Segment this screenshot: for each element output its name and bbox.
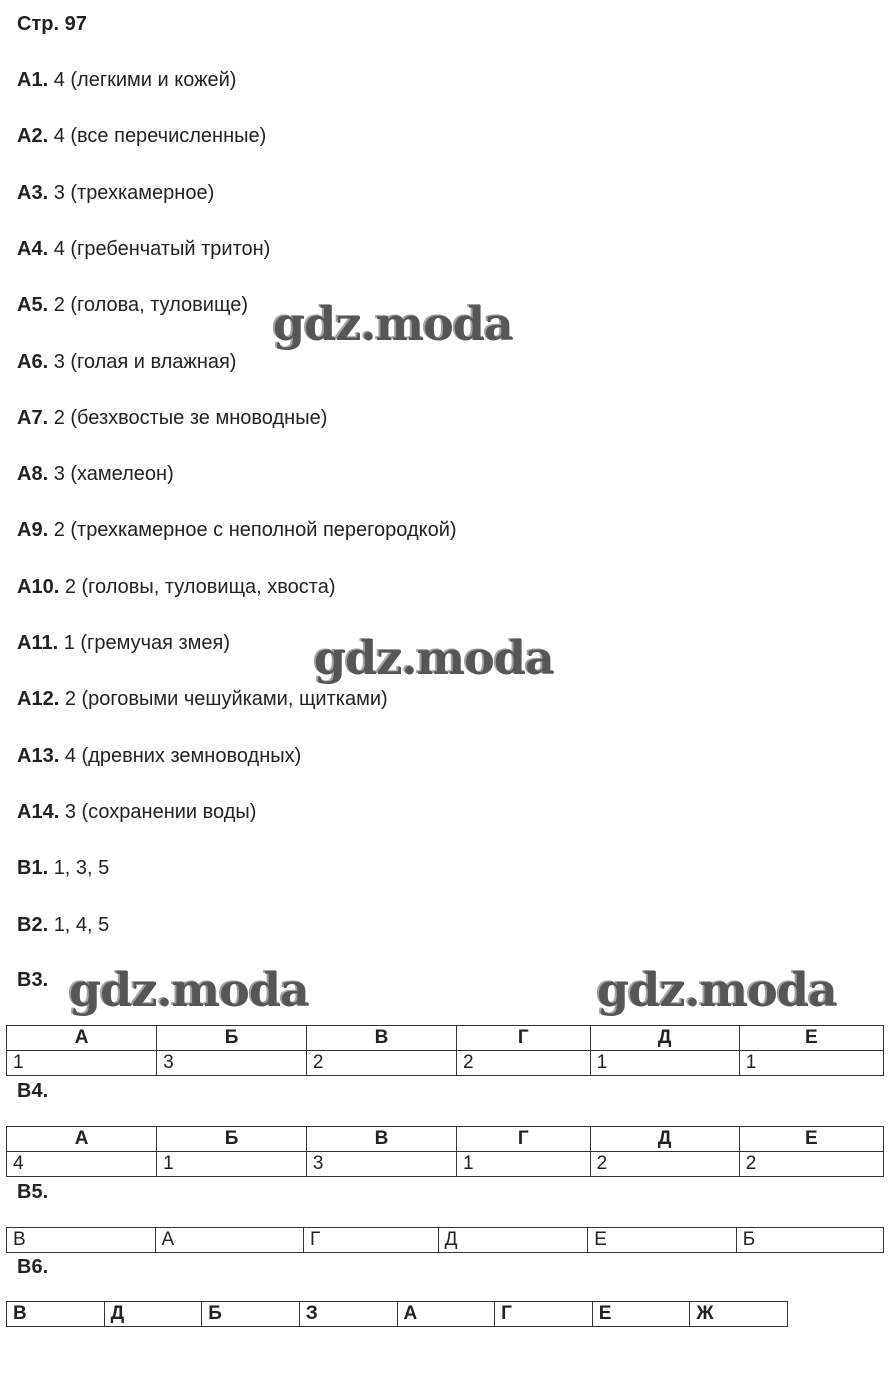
b3-table — [6, 1025, 884, 1076]
answer-text: 3 (сохранении воды) — [64, 800, 257, 823]
watermark-logo: gdz.moda — [272, 296, 512, 350]
table-cell: Ж — [690, 1302, 788, 1327]
answer-text: 4 (все перечисленные) — [53, 125, 267, 148]
table-cell: Е — [739, 1127, 883, 1152]
b6-label: В6. — [17, 1256, 49, 1278]
table-cell: Г — [495, 1302, 593, 1327]
table-cell: 1 — [590, 1051, 739, 1076]
page-title: Стр. 97 — [17, 13, 87, 35]
answer-line — [17, 124, 266, 148]
answer-line — [17, 687, 388, 711]
table-row — [7, 1152, 884, 1177]
question-number: А5. — [17, 294, 49, 317]
answer-line — [17, 293, 248, 317]
b3-label: В3. — [17, 969, 49, 991]
answer-text: 1 (гремучая змея) — [63, 632, 231, 654]
table-row — [7, 1051, 884, 1076]
question-number: А10. — [17, 575, 60, 598]
table-cell: Б — [202, 1302, 300, 1327]
table-cell: 3 — [157, 1051, 307, 1076]
table-cell: В — [7, 1302, 105, 1327]
question-number: В2. — [17, 913, 49, 936]
question-number: А3. — [17, 181, 49, 204]
question-number: А8. — [17, 463, 49, 486]
watermark-logo: gdz.moda — [596, 962, 836, 1016]
table-cell: Д — [590, 1127, 739, 1152]
question-number: А12. — [17, 688, 60, 711]
table-cell: 2 — [739, 1152, 883, 1177]
table-cell: Б — [157, 1127, 307, 1152]
answer-line — [17, 181, 214, 205]
answer-text: 4 (легкими и кожей) — [53, 69, 237, 91]
table-cell: 4 — [7, 1152, 157, 1177]
answer-text: 2 (головы, туловища, хвоста) — [64, 575, 336, 598]
answer-line — [17, 518, 457, 542]
answer-text: 2 (трехкамерное с неполной перегородкой) — [53, 519, 457, 542]
question-number: А9. — [17, 519, 49, 542]
table-cell: 2 — [590, 1152, 739, 1177]
table-cell: Е — [588, 1228, 737, 1253]
b4-table — [6, 1126, 884, 1177]
table-cell: 2 — [306, 1051, 456, 1076]
table-cell: 3 — [306, 1152, 456, 1177]
answer-line — [17, 350, 236, 374]
answer-text: 2 (безхвостые зе мноводные) — [53, 406, 328, 429]
question-number: А6. — [17, 350, 49, 373]
table-cell: В — [306, 1026, 456, 1051]
answer-line — [17, 237, 270, 261]
table-cell: А — [7, 1026, 157, 1051]
table-cell: В — [7, 1228, 156, 1253]
answer-text: 4 (гребенчатый тритон) — [53, 237, 271, 260]
table-cell: Д — [438, 1228, 588, 1253]
table-row — [7, 1127, 884, 1152]
watermark-logo: gdz.moda — [313, 630, 553, 684]
table-row — [7, 1026, 884, 1051]
question-number: А13. — [17, 744, 60, 767]
b5-table — [6, 1227, 884, 1253]
answer-line — [17, 462, 174, 486]
table-cell: 1 — [157, 1152, 307, 1177]
watermark-logo: gdz.moda — [68, 962, 308, 1016]
table-cell: А — [7, 1127, 157, 1152]
answer-text: 4 (древних земноводных) — [64, 744, 302, 767]
table-row — [7, 1228, 884, 1253]
table-cell: Б — [157, 1026, 307, 1051]
table-cell: Г — [457, 1127, 591, 1152]
table-cell: Б — [736, 1228, 883, 1253]
b5-label: В5. — [17, 1181, 49, 1203]
answer-text: 3 (хамелеон) — [53, 463, 174, 486]
question-number: А1. — [17, 69, 49, 91]
answer-text: 1, 3, 5 — [53, 857, 110, 880]
answer-line — [17, 68, 236, 92]
answer-line — [17, 856, 109, 880]
answer-text: 2 (роговыми чешуйками, щитками) — [64, 688, 388, 711]
table-cell: Д — [104, 1302, 202, 1327]
answer-text: 1, 4, 5 — [53, 913, 110, 936]
b4-label: В4. — [17, 1080, 49, 1102]
answer-line — [17, 744, 301, 768]
table-cell: Г — [304, 1228, 439, 1253]
answer-line — [17, 575, 336, 599]
b6-table — [6, 1301, 788, 1327]
table-cell: 2 — [457, 1051, 591, 1076]
table-cell: 1 — [457, 1152, 591, 1177]
answer-line — [17, 631, 230, 655]
question-number: А7. — [17, 406, 49, 429]
table-cell: Е — [592, 1302, 690, 1327]
table-cell: Д — [590, 1026, 739, 1051]
answer-line — [17, 800, 256, 824]
table-cell: З — [299, 1302, 397, 1327]
answer-line — [17, 913, 109, 937]
table-cell: Е — [739, 1026, 883, 1051]
table-cell: 1 — [739, 1051, 883, 1076]
question-number: А11. — [17, 632, 59, 654]
table-cell: Г — [457, 1026, 591, 1051]
table-row — [7, 1302, 788, 1327]
question-number: А4. — [17, 237, 49, 260]
answer-line — [17, 406, 327, 430]
answer-text: 2 (голова, туловище) — [53, 294, 248, 317]
question-number: А14. — [17, 800, 60, 823]
question-number: В1. — [17, 857, 49, 880]
table-cell: А — [155, 1228, 304, 1253]
table-cell: 1 — [7, 1051, 157, 1076]
answer-text: 3 (голая и влажная) — [53, 350, 237, 373]
question-number: А2. — [17, 125, 49, 148]
answer-text: 3 (трехкамерное) — [53, 181, 215, 204]
table-cell: А — [397, 1302, 495, 1327]
table-cell: В — [306, 1127, 456, 1152]
